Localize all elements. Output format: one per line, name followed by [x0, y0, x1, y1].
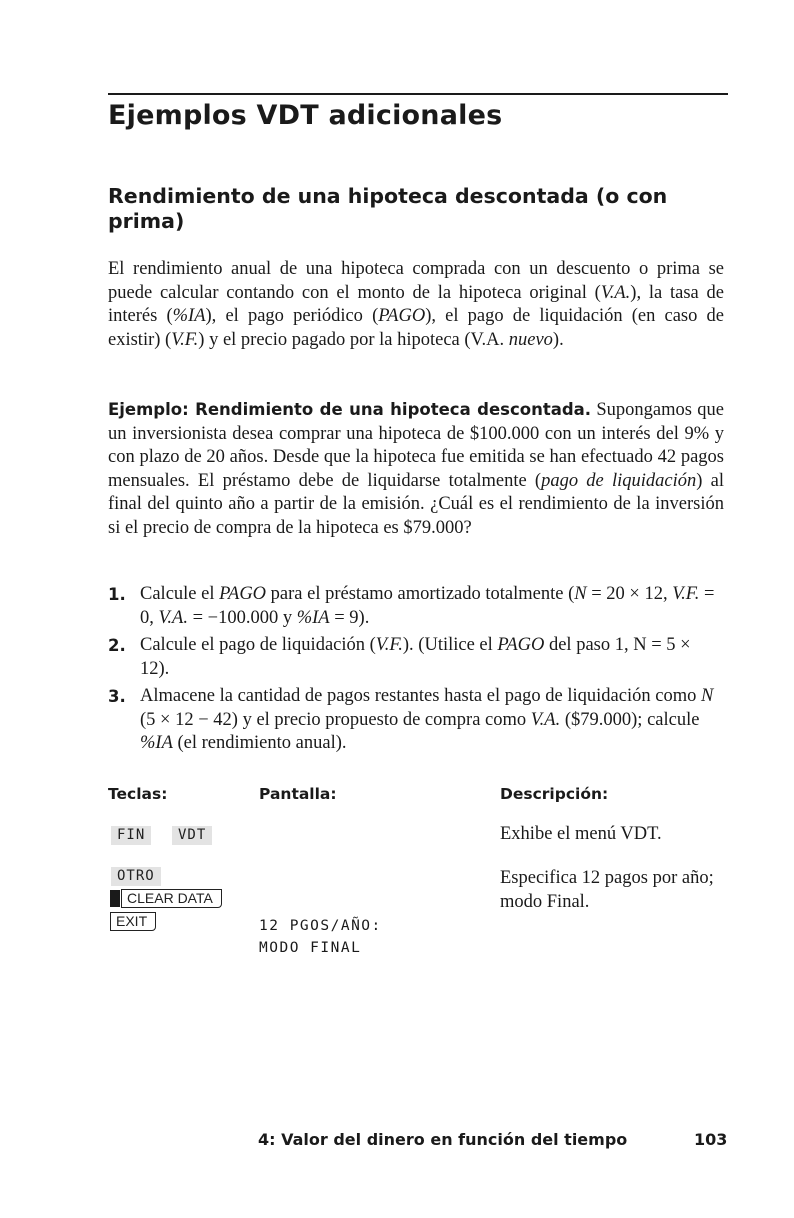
page-heading: Ejemplos VDT adicionales — [108, 100, 503, 131]
page-number: 103 — [694, 1130, 728, 1149]
clear-data-key: CLEAR DATA — [121, 889, 222, 908]
display-line-1: 12 PGOS/AÑO: — [259, 918, 382, 934]
example-paragraph: Ejemplo: Rendimiento de una hipoteca descontada. Supongamos que un inversionista desea comprar una hipoteca de $100.000 con un interés del 9% y con plazo de 20 años. Desde que la hipoteca fue emitida se han efectuado 42 pagos mensuales. El préstamo debe de liquidarse totalmente (pago de liquidación) al final del quinto año a partir de la emisión. ¿Cuál es el rendimiento de la inversión si el precio de compra de la hipoteca es $79.000? — [108, 400, 724, 538]
steps-list — [108, 583, 724, 760]
step-3: 3. Almacene la cantidad de pagos restantes hasta el pago de liquidación como N (5 × 12 − 42) y el precio propuesto de compra como V.A. ($79.000); calcule %IA (el rendimiento anual). — [108, 686, 714, 753]
step-1: 1. Calcule el PAGO para el préstamo amortizado totalmente (N = 20 × 12, V.F. = 0, V.A. = −100.000 y %IA = 9). — [108, 584, 715, 628]
intro-paragraph: El rendimiento anual de una hipoteca comprada con un descuento o prima se puede calcular contando con el monto de la hipoteca original (V.A.), la tasa de interés (%IA), el pago periódico (PAGO), el pago de liquidación (en caso de existir) (V.F.) y el precio pagado por la hipoteca (V.A. nuevo). — [108, 259, 724, 350]
col-head-description: Descripción: — [500, 785, 609, 803]
description-2: Especifica 12 pagos por año; modo Final. — [500, 868, 714, 912]
fin-softkey: FIN — [111, 826, 151, 845]
exit-key: EXIT — [110, 912, 156, 931]
section-heading: Rendimiento de una hipoteca descontada (o con prima) — [108, 184, 668, 233]
top-rule — [108, 93, 728, 95]
col-head-keys: Teclas: — [108, 785, 168, 803]
footer-chapter: 4: Valor del dinero en función del tiempo — [258, 1130, 628, 1149]
shift-key-icon — [110, 890, 120, 907]
vdt-softkey: VDT — [172, 826, 212, 845]
display-line-2: MODO FINAL — [259, 940, 362, 956]
example-title: Ejemplo: Rendimiento de una hipoteca descontada. — [108, 400, 592, 419]
description-1: Exhibe el menú VDT. — [500, 824, 662, 844]
step-2: 2. Calcule el pago de liquidación (V.F.). (Utilice el PAGO del paso 1, N = 5 × 12). — [108, 635, 691, 679]
col-head-display: Pantalla: — [259, 785, 337, 803]
otro-softkey: OTRO — [111, 867, 161, 886]
